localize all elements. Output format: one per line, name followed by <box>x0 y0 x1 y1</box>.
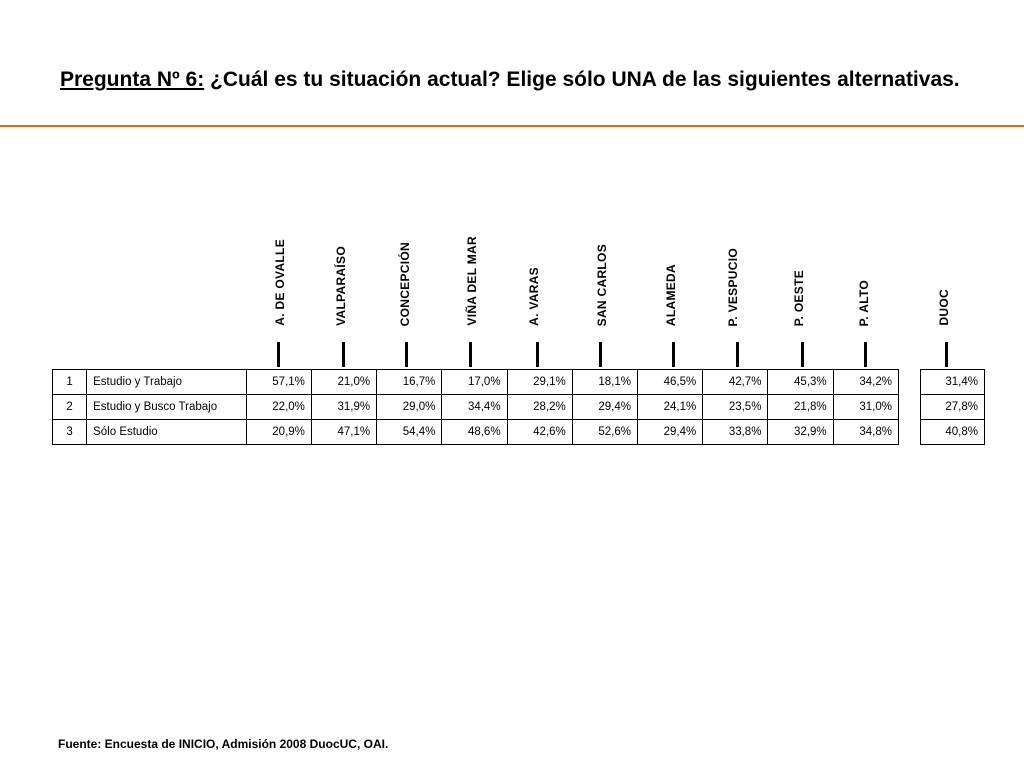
column-tick <box>736 342 739 367</box>
column-header-p-alto: P. ALTO <box>857 279 871 326</box>
column-tick <box>599 342 602 367</box>
question-text: ¿Cuál es tu situación actual? Elige sólo UNA de las siguientes alternativas. <box>210 68 960 91</box>
question-number: Pregunta Nº 6: <box>60 68 205 91</box>
table-cell: 57,1% <box>246 370 311 395</box>
table-cell: 34,2% <box>833 370 898 395</box>
total-table <box>920 369 985 445</box>
column-header-san-carlos: SAN CARLOS <box>595 243 609 326</box>
table-cell: 54,4% <box>377 420 442 445</box>
column-tick <box>469 342 472 367</box>
column-tick <box>405 342 408 367</box>
table-row <box>53 370 899 395</box>
column-tick <box>342 342 345 367</box>
table-cell: 29,1% <box>507 370 572 395</box>
table-cell: 16,7% <box>377 370 442 395</box>
slide-title <box>60 66 978 93</box>
row-number: 1 <box>53 370 87 395</box>
row-label: Sólo Estudio <box>87 420 247 445</box>
table-cell: 42,7% <box>703 370 768 395</box>
column-tick <box>801 342 804 367</box>
table-cell: 33,8% <box>703 420 768 445</box>
table-cell: 31,9% <box>311 395 376 420</box>
table-cell: 48,6% <box>442 420 507 445</box>
column-header-a-de-ovalle: A. DE OVALLE <box>273 239 287 326</box>
table-cell: 29,4% <box>637 420 702 445</box>
table-cell: 28,2% <box>507 395 572 420</box>
total-cell: 27,8% <box>921 395 985 420</box>
table-cell: 34,4% <box>442 395 507 420</box>
table-cell: 31,0% <box>833 395 898 420</box>
row-number: 3 <box>53 420 87 445</box>
column-header-vina-del-mar: VIÑA DEL MAR <box>465 236 479 326</box>
table-row <box>921 420 985 445</box>
table-cell: 46,5% <box>637 370 702 395</box>
table-cell: 29,4% <box>572 395 637 420</box>
table-row <box>53 395 899 420</box>
title-divider <box>0 125 1024 127</box>
total-cell: 40,8% <box>921 420 985 445</box>
table-cell: 21,0% <box>311 370 376 395</box>
table-cell: 23,5% <box>703 395 768 420</box>
column-tick <box>277 342 280 367</box>
table-cell: 45,3% <box>768 370 833 395</box>
results-table <box>52 369 899 445</box>
table-cell: 20,9% <box>246 420 311 445</box>
table-cell: 21,8% <box>768 395 833 420</box>
column-tick <box>672 342 675 367</box>
table-cell: 32,9% <box>768 420 833 445</box>
column-tick <box>536 342 539 367</box>
table-row <box>921 370 985 395</box>
table-cell: 29,0% <box>377 395 442 420</box>
table-cell: 22,0% <box>246 395 311 420</box>
column-header-concepcion: CONCEPCIÓN <box>398 241 412 326</box>
row-label: Estudio y Trabajo <box>87 370 247 395</box>
source-note: Fuente: Encuesta de INICIO, Admisión 2008 DuocUC, OAI. <box>58 737 389 751</box>
table-cell: 47,1% <box>311 420 376 445</box>
column-header-valparaiso: VALPARAÍSO <box>334 246 348 326</box>
total-cell: 31,4% <box>921 370 985 395</box>
table-cell: 52,6% <box>572 420 637 445</box>
column-header-a-varas: A. VARAS <box>527 267 541 326</box>
row-label: Estudio y Busco Trabajo <box>87 395 247 420</box>
column-header-p-vespucio: P. VESPUCIO <box>726 247 740 326</box>
table-cell: 34,8% <box>833 420 898 445</box>
table-cell: 18,1% <box>572 370 637 395</box>
column-tick <box>864 342 867 367</box>
table-row <box>53 420 899 445</box>
column-header-alameda: ALAMEDA <box>664 263 678 326</box>
table-cell: 17,0% <box>442 370 507 395</box>
row-number: 2 <box>53 395 87 420</box>
column-header-p-oeste: P. OESTE <box>792 269 806 326</box>
table-cell: 42,6% <box>507 420 572 445</box>
column-tick <box>945 342 948 367</box>
column-header-duoc: DUOC <box>937 289 951 326</box>
table-row <box>921 395 985 420</box>
table-cell: 24,1% <box>637 395 702 420</box>
